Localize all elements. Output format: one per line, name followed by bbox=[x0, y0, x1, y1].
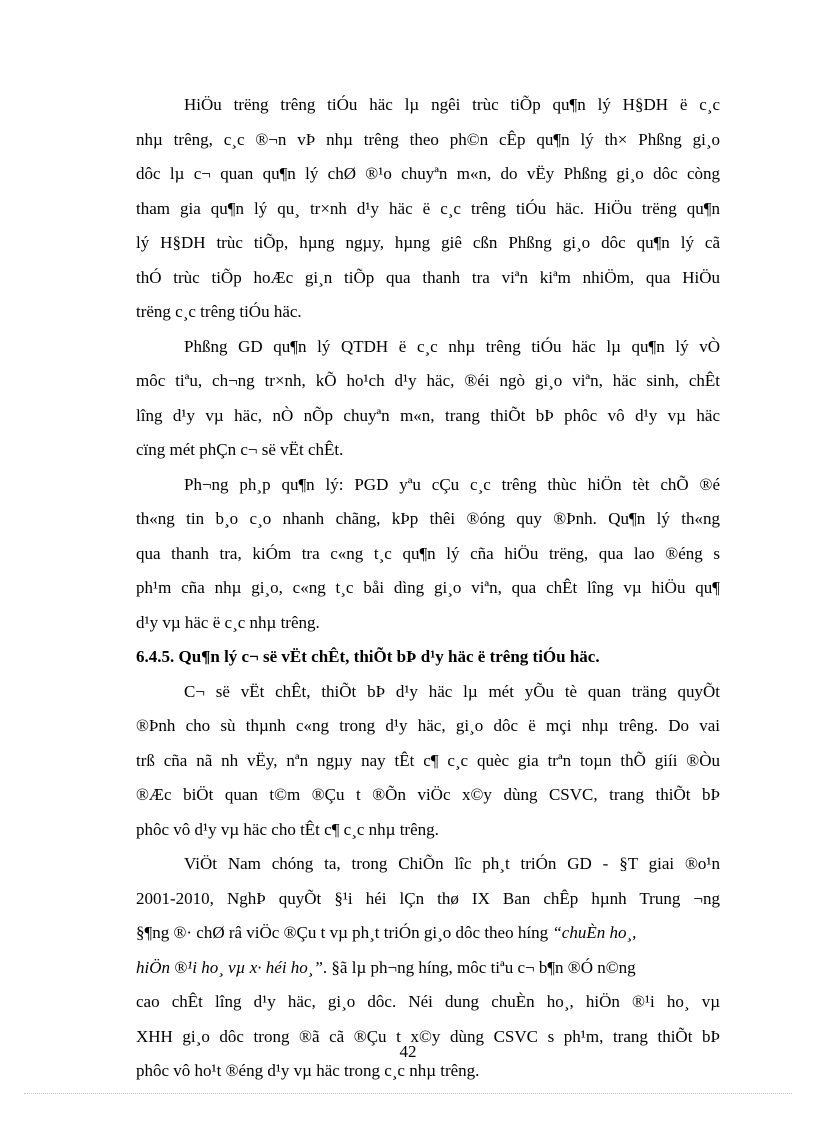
text-line: tham gia qu¶n lý qu¸ tr×nh d¹y häc ë c¸c trêng tiÓu häc. HiÖu trëng qu¶n bbox=[136, 198, 720, 218]
text-line: lý H§DH trùc tiÕp, hµng ngµy, hµng giê cßn Phßng gi¸o dôc qu¶n lý cã bbox=[136, 233, 720, 252]
text-line: cïng mét phÇn c¬ së vËt chÊt. bbox=[136, 440, 344, 459]
text-line: môc tiªu, ch¬ng tr×nh, kÕ ho¹ch d¹y häc, ®éi ngò gi¸o viªn, häc sinh, chÊt bbox=[136, 371, 720, 390]
text-line: phôc vô ho¹t ®éng d¹y vµ häc trong c¸c nhµ trêng. bbox=[136, 1061, 480, 1080]
paragraph-4 bbox=[136, 675, 720, 848]
text-line bbox=[136, 951, 720, 986]
text-line: thÓ trùc tiÕp hoÆc gi¸n tiÕp qua thanh tra viªn kiªm nhiÖm, qua HiÖu bbox=[136, 267, 720, 287]
text-line: qua thanh tra, kiÓm tra c«ng t¸c qu¶n lý cña hiÖu trëng, qua lao ®éng s bbox=[136, 543, 720, 563]
paragraph-2 bbox=[136, 330, 720, 468]
italic-quote: hiÖn ®¹i ho¸ vµ x· héi ho¸” bbox=[136, 957, 323, 977]
text-line: ®Þnh cho sù thµnh c«ng trong d¹y häc, gi¸o dôc ë mçi nhµ trêng. Do vai bbox=[136, 716, 720, 735]
document-page bbox=[136, 88, 720, 1089]
text-line: ph¹m cña nhµ gi¸o, c«ng t¸c båi dìng gi¸o viªn, qua chÊt lîng vµ hiÖu qu¶ bbox=[136, 578, 720, 597]
text-span: . §ã lµ ph¬ng híng, môc tiªu c¬ b¶n ®Ó n©ng bbox=[322, 957, 636, 977]
page-footer-divider bbox=[24, 1093, 792, 1094]
text-line: d¹y vµ häc ë c¸c nhµ trêng. bbox=[136, 612, 320, 632]
text-line: Phßng GD qu¶n lý QTDH ë c¸c nhµ trêng tiÓu häc lµ qu¶n lý vÒ bbox=[184, 336, 720, 356]
text-line: HiÖu trëng trêng tiÓu häc lµ ngêi trùc tiÕp qu¶n lý H§DH ë c¸c bbox=[184, 95, 720, 114]
text-line: Ph¬ng ph¸p qu¶n lý: PGD yªu cÇu c¸c trêng thùc hiÖn tèt chÕ ®é bbox=[184, 474, 720, 494]
text-line: th«ng tin b¸o c¸o nhanh chãng, kÞp thêi ®óng quy ®Þnh. Qu¶n lý th«ng bbox=[136, 509, 720, 528]
text-line: trëng c¸c trêng tiÓu häc. bbox=[136, 302, 302, 321]
paragraph-3 bbox=[136, 468, 720, 641]
text-line: 2001-2010, NghÞ quyÕt §¹i héi lÇn thø IX Ban chÊp hµnh Trung ¬ng bbox=[136, 888, 720, 908]
text-line: C¬ së vËt chÊt, thiÕt bÞ d¹y häc lµ mét yÕu tè quan träng quyÕt bbox=[184, 681, 720, 701]
text-line bbox=[136, 916, 720, 951]
page-number: 42 bbox=[399, 1042, 417, 1061]
paragraph-1 bbox=[136, 88, 720, 330]
text-line: XHH gi¸o dôc trong ®ã cã ®Çu t x©y dùng CSVC s ph¹m, trang thiÕt bÞ bbox=[136, 1026, 720, 1046]
text-line: dôc lµ c¬ quan qu¶n lý chØ ®¹o chuyªn m«n, do vËy Phßng gi¸o dôc còng bbox=[136, 164, 720, 183]
italic-quote: “chuÈn ho¸, bbox=[552, 923, 637, 942]
text-line: phôc vô d¹y vµ häc cho tÊt c¶ c¸c nhµ trêng. bbox=[136, 819, 439, 839]
text-line: ®Æc biÖt quan t©m ®Çu t ®Õn viÖc x©y dùng CSVC, trang thiÕt bÞ bbox=[136, 785, 720, 804]
text-line: cao chÊt lîng d¹y häc, gi¸o dôc. Néi dung chuÈn ho¸, hiÖn ®¹i ho¸ vµ bbox=[136, 992, 720, 1011]
text-line: ViÖt Nam chóng ta, trong ChiÕn lîc ph¸t triÓn GD - §T giai ®o¹n bbox=[184, 854, 720, 873]
section-heading: 6.4.5. Qu¶n lý c¬ së vËt chÊt, thiÕt bÞ d¹y häc ë trêng tiÓu häc. bbox=[136, 647, 600, 666]
text-line: nhµ trêng, c¸c ®¬n vÞ nhµ trêng theo ph©n cÊp qu¶n lý th× Phßng gi¸o bbox=[136, 129, 720, 149]
text-line: lîng d¹y vµ häc, nÒ nÕp chuyªn m«n, trang thiÕt bÞ phôc vô d¹y vµ häc bbox=[136, 405, 720, 425]
text-line: trß cña nã nh vËy, nªn ngµy nay tÊt c¶ c¸c quèc gia trªn toµn thÕ giíi ®Òu bbox=[136, 750, 720, 770]
text-span: §¶ng ®· chØ râ viÖc ®Çu t vµ ph¸t triÓn gi¸o dôc theo híng bbox=[136, 923, 549, 942]
